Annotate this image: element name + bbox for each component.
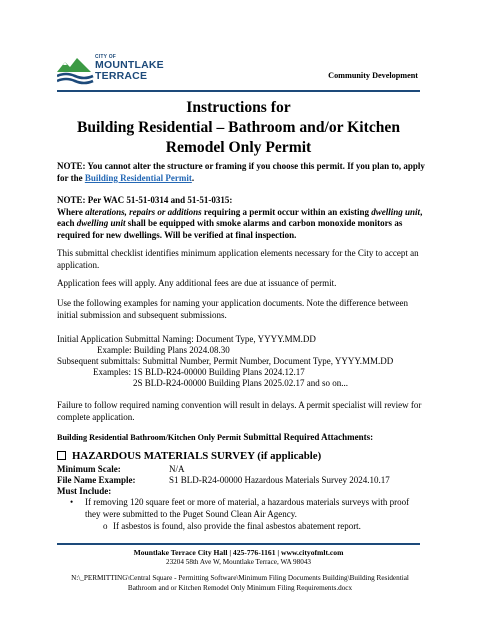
circle-bullet-icon: o — [103, 521, 108, 531]
min-scale-value: N/A — [169, 464, 185, 474]
header-divider — [57, 90, 420, 92]
page-title — [57, 98, 420, 158]
naming-example-2: 2S BLD-R24-00000 Building Plans 2025.02.17 and so on... — [133, 378, 349, 388]
note-structure — [57, 161, 425, 184]
section-title: HAZARDOUS MATERIALS SURVEY (if applicable) — [72, 450, 322, 462]
must-include-label: Must Include: — [57, 486, 112, 496]
naming-initial: Initial Application Submittal Naming: Document Type, YYYY.MM.DD — [57, 334, 316, 344]
department-label: Community Development — [328, 71, 418, 80]
logo-city: CITY OF — [95, 54, 117, 60]
footer-divider — [57, 543, 420, 545]
footer-contact: Mountlake Terrace City Hall | 425-776-1161 | www.cityofmlt.com — [133, 548, 344, 557]
failure-paragraph: Failure to follow required naming convention will result in delays. A permit specialist will review for complete application. — [57, 400, 422, 422]
hazardous-materials-checkbox[interactable] — [57, 451, 66, 460]
hazardous-materials-heading — [57, 450, 321, 462]
logo-name-line2: TERRACE — [95, 69, 148, 82]
footer-address: 23204 58th Ave W, Mountlake Terrace, WA 98043 — [165, 558, 312, 566]
min-scale-label: Minimum Scale: — [57, 464, 121, 474]
logo-name-line1: MOUNTLAKE — [95, 59, 164, 71]
naming-subsequent: Subsequent submittals: Submittal Number, Permit Number, Document Type, YYYY.MM.DD — [57, 356, 394, 366]
title-line-1: Instructions for — [186, 99, 291, 116]
file-name-value: S1 BLD-R24-00000 Hazardous Materials Survey 2024.10.17 — [169, 475, 390, 485]
sub-list-item — [103, 521, 433, 533]
title-line-3: Remodel Only Permit — [165, 139, 312, 156]
naming-example-1: Examples: 1S BLD-R24-00000 Building Plans 2024.12.17 — [93, 367, 305, 377]
list-item — [70, 497, 423, 520]
naming-paragraph: Use the following examples for naming your application documents. Note the difference between initial submission and subsequent submissions. — [57, 298, 408, 320]
file-name-label: File Name Example: — [57, 475, 136, 485]
bullet-icon: • — [70, 497, 74, 507]
title-line-2: Building Residential – Bathroom and/or Kitchen — [76, 119, 401, 136]
fees-paragraph: Application fees will apply. Any additional fees are due at issuance of permit. — [57, 278, 337, 288]
attachments-heading: Building Residential Bathroom/Kitchen Only Permit Submittal Required Attachments: — [57, 432, 374, 442]
note-structure-text: NOTE: You cannot alter the structure or framing if you choose this permit. If you plan to, apply for the — [57, 161, 425, 183]
building-residential-permit-link[interactable]: Building Residential Permit — [84, 172, 192, 183]
note-wac-body: Where alterations, repairs or additions requiring a permit occur within an existing dwelling unit, each dwelling unit shall be equipped with smoke alarms and carbon monoxide monitors as required for new dwellings. Will be verified at final inspection. — [57, 206, 423, 240]
naming-initial-example: Example: Building Plans 2024.08.30 — [97, 345, 230, 355]
bullet-text: If removing 120 square feet or more of material, a hazardous materials surveys with proof they were submitted to the Puget Sound Clean Air Agency. — [85, 497, 410, 519]
note-structure-end: . — [191, 172, 195, 183]
note-wac-heading: NOTE: Per WAC 51-51-0314 and 51-51-0315: — [57, 195, 233, 205]
footer-file-path: N:\_PERMITTING\Central Square - Permitting Software\Minimum Filing Documents Building\Building Residential Bathroom and or Kitchen Remodel Only Minimum Filing Requirements.docx — [71, 574, 409, 592]
note-wac — [57, 195, 425, 241]
subbullet-text: If asbestos is found, also provide the final asbestos abatement report. — [113, 521, 361, 531]
logo-wordmark — [95, 55, 164, 81]
checklist-paragraph: This submittal checklist identifies minimum application elements necessary for the City to accept an application. — [57, 248, 419, 270]
